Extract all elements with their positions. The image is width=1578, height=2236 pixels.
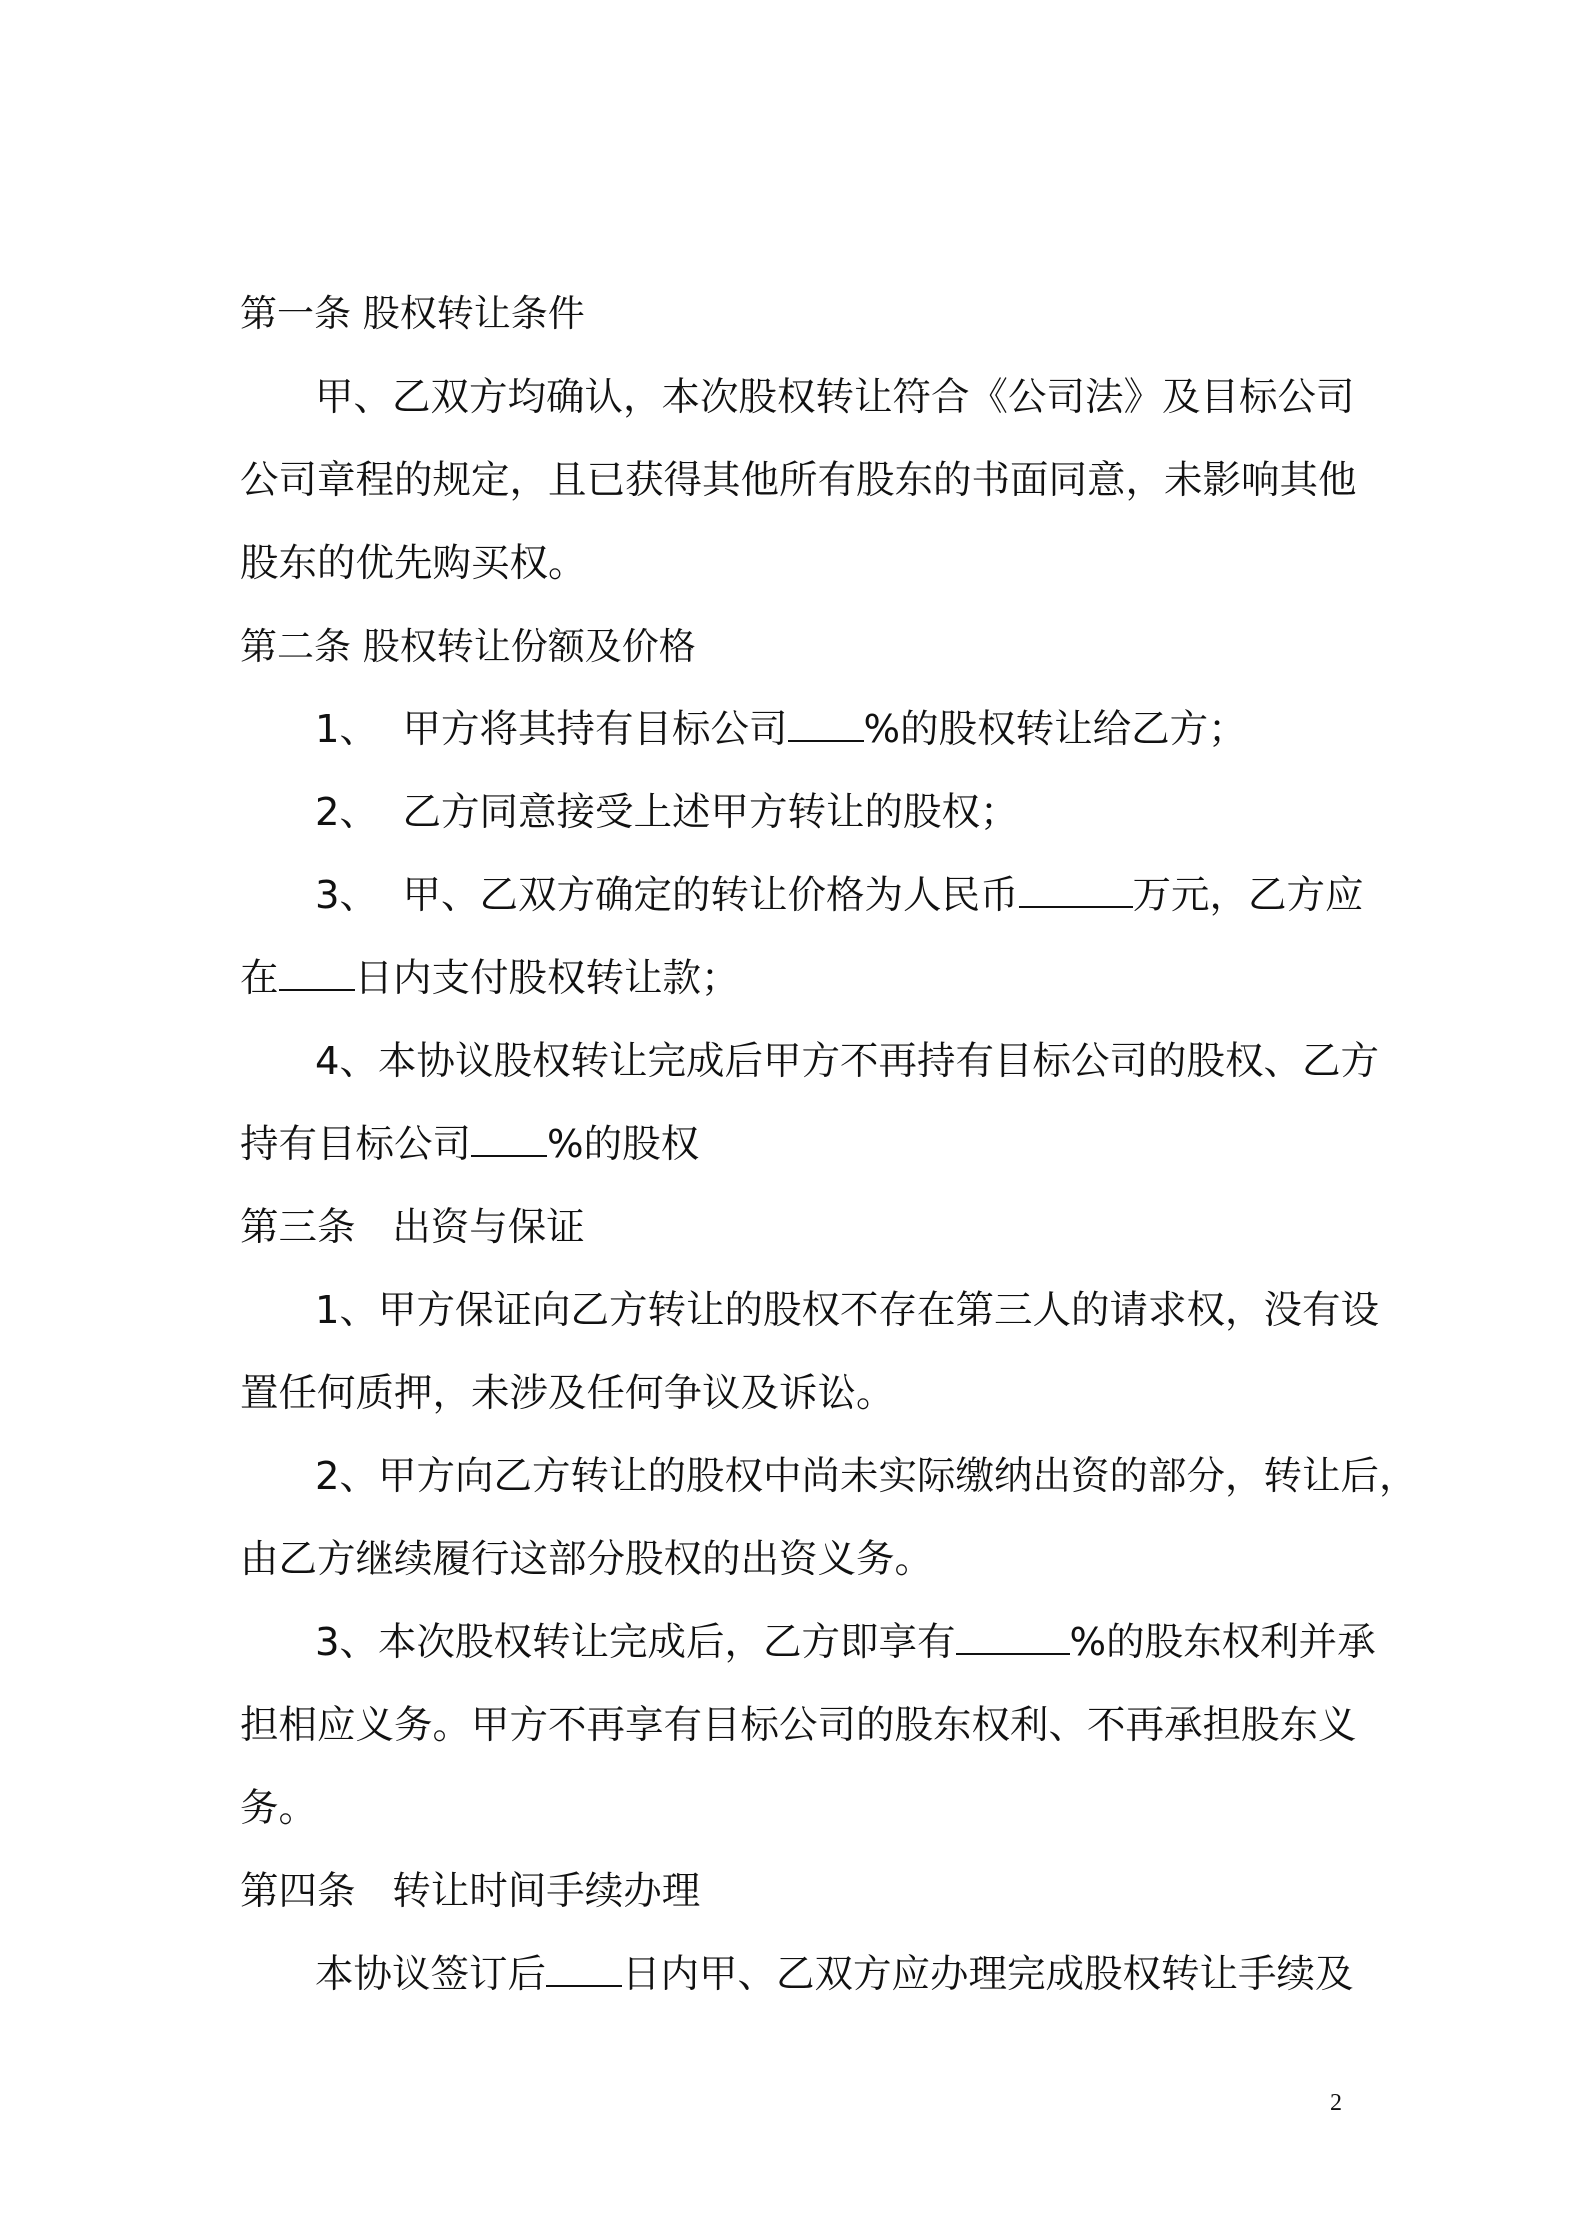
item-text-before-blank: 持有目标公司 — [240, 1122, 472, 1167]
article-3-item-3-line-2: 担相应义务。甲方不再享有目标公司的股东权利、不再承担股东义 — [240, 1703, 1357, 1748]
percentage-blank — [788, 704, 864, 742]
item-text-after-blank: %的股权转让给乙方； — [863, 707, 1247, 752]
article-2-item-4-line-2 — [240, 1115, 699, 1175]
article-3-item-2-line-1: 2、甲方向乙方转让的股权中尚未实际缴纳出资的部分，转让后， — [315, 1454, 1418, 1499]
article-2-item-3-line-2 — [240, 949, 740, 1009]
article-3-number: 第三条 — [240, 1205, 356, 1250]
days-blank — [546, 1949, 622, 1987]
item-text-before-blank: 本协议签订后 — [315, 1952, 547, 1997]
item-text-before-blank: 甲方将其持有目标公司 — [402, 707, 788, 752]
article-2-title: 股权转让份额及价格 — [362, 625, 696, 668]
article-3-item-2-line-2: 由乙方继续履行这部分股权的出资义务。 — [240, 1537, 934, 1582]
item-text-after-blank: 万元，乙方应 — [1132, 873, 1364, 918]
item-text-after-blank: %的股权 — [547, 1122, 700, 1167]
article-3-item-1-line-1: 1、甲方保证向乙方转让的股权不存在第三人的请求权，没有设 — [315, 1288, 1379, 1333]
item-text-after-blank: 日内支付股权转让款； — [354, 956, 740, 1001]
article-2-number: 第二条 — [240, 625, 351, 668]
item-number: 1、 — [315, 707, 378, 752]
article-2-item-4-line-1: 4、本协议股权转让完成后甲方不再持有目标公司的股权、乙方 — [315, 1039, 1379, 1084]
item-text-before-blank: 在 — [240, 956, 279, 1001]
page-number: 2 — [1330, 2090, 1342, 2116]
article-1-heading — [240, 284, 585, 344]
article-3-title: 出资与保证 — [392, 1205, 585, 1250]
article-1-body-line-3: 股东的优先购买权。 — [240, 541, 587, 586]
article-4-heading — [240, 1862, 700, 1922]
article-4-number: 第四条 — [240, 1869, 356, 1914]
article-2-item-2 — [315, 783, 1019, 843]
item-text-after-blank: %的股东权利并承 — [1069, 1620, 1376, 1665]
article-2-item-1 — [315, 700, 1247, 760]
article-4-body-line-1 — [315, 1945, 1354, 2005]
item-text-before-blank: 3、本次股权转让完成后，乙方即享有 — [315, 1620, 956, 1665]
price-blank — [1019, 870, 1133, 908]
article-4-title: 转让时间手续办理 — [392, 1869, 701, 1914]
article-1-body-line-1: 甲、乙双方均确认，本次股权转让符合《公司法》及目标公司 — [315, 375, 1355, 420]
article-2-heading — [240, 617, 696, 677]
percentage-blank — [956, 1617, 1070, 1655]
article-1-body-line-2: 公司章程的规定，且已获得其他所有股东的书面同意，未影响其他 — [240, 458, 1357, 503]
percentage-blank — [471, 1119, 547, 1157]
article-3-heading — [240, 1198, 585, 1258]
article-1-title: 股权转让条件 — [362, 292, 585, 335]
item-number: 2、 — [315, 790, 378, 835]
item-text-before-blank: 甲、乙双方确定的转让价格为人民币 — [402, 873, 1019, 918]
item-text: 乙方同意接受上述甲方转让的股权； — [402, 790, 1019, 835]
article-3-item-1-line-2: 置任何质押，未涉及任何争议及诉讼。 — [240, 1371, 895, 1416]
item-number: 3、 — [315, 873, 378, 918]
days-blank — [279, 953, 355, 991]
item-text-after-blank: 日内甲、乙双方应办理完成股权转让手续及 — [622, 1952, 1354, 1997]
article-3-item-3-line-1 — [315, 1613, 1376, 1673]
article-3-item-3-line-3: 务。 — [240, 1786, 318, 1831]
article-2-item-3-line-1 — [315, 866, 1364, 926]
article-1-number: 第一条 — [240, 292, 351, 335]
